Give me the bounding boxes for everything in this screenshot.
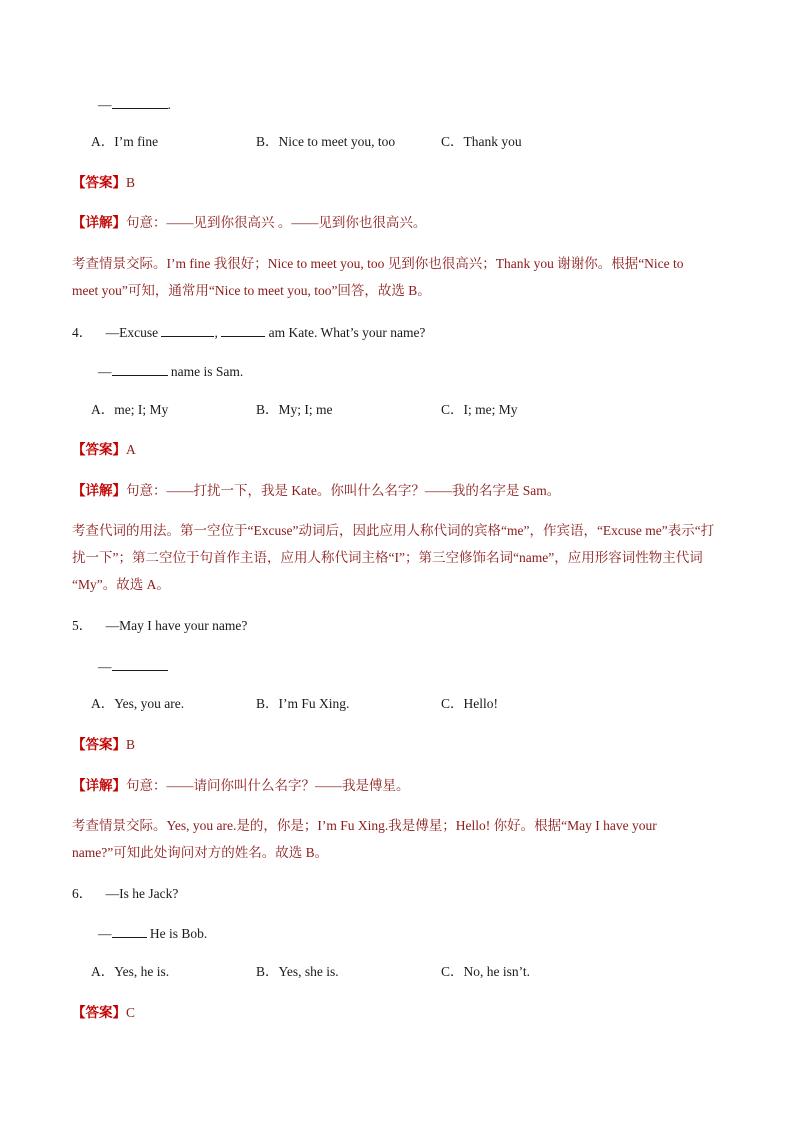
q5-stem-text: —May I have your name? (105, 618, 248, 633)
q4-answer-label: 【答案】 (72, 442, 126, 457)
q3-explain-line-2: meet you”可知，通常用“Nice to meet you, too”回答，故选 B。 (72, 283, 431, 298)
q5-explain-line-2: name?”可知此处询问对方的姓名。故选 B。 (72, 845, 329, 860)
q5-answer (72, 736, 135, 754)
q4-reply-dash: — (98, 364, 112, 379)
q3-reply-blank (112, 95, 168, 109)
q4-answer (72, 441, 136, 459)
q5-number: 5． (72, 618, 93, 633)
q5-blank (112, 657, 168, 671)
q4-blank-1 (161, 323, 214, 337)
q6-stem-text: —Is he Jack? (105, 886, 179, 901)
q4-stem-c: am Kate. What’s your name? (268, 325, 426, 340)
q3-explanation (72, 250, 724, 304)
q3-reply-dash: — (98, 97, 112, 112)
q4-detail-label: 【详解】 (72, 483, 126, 498)
q3-reply-line (98, 95, 171, 114)
q4-blank-3 (112, 362, 168, 376)
q3-answer (72, 174, 135, 192)
q3-detail-label: 【详解】 (72, 215, 126, 230)
q5-answer-label: 【答案】 (72, 737, 126, 752)
q4-detail (72, 482, 560, 500)
q4-detail-meaning: 句意：——打扰一下，我是 Kate。你叫什么名字？——我的名字是 Sam。 (126, 483, 561, 498)
q4-option-c: C．I; me; My (441, 402, 518, 417)
q5-option-c: C．Hello! (441, 696, 498, 711)
q3-option-c: C．Thank you (441, 134, 522, 149)
q6-stem (72, 885, 178, 903)
q3-detail-meaning: 句意：——见到你很高兴 。——见到你也很高兴。 (126, 215, 427, 230)
q6-reply-text: He is Bob. (149, 926, 208, 941)
q3-option-a: A．I’m fine (91, 134, 159, 149)
q6-answer (72, 1004, 135, 1022)
q6-reply-dash: — (98, 926, 112, 941)
q4-blank-2 (221, 323, 265, 337)
q3-explain-line-1: 考查情景交际。I’m fine 我很好；Nice to meet you, too 见到你也很高兴；Thank you 谢谢你。根据“Nice to (72, 256, 684, 271)
q4-answer-value: A (126, 442, 136, 457)
q4-option-a: A．me; I; My (91, 402, 169, 417)
q4-stem (72, 323, 425, 342)
q5-stem (72, 617, 247, 635)
q4-reply-text: name is Sam. (170, 364, 244, 379)
q5-reply-line (98, 657, 168, 676)
q4-explain-line-1: 考查代词的用法。第一空位于“Excuse”动词后，因此应用人称代词的宾格“me”，作宾语，“Excuse me”表示“打 (72, 523, 715, 538)
q6-number: 6． (72, 886, 93, 901)
q6-blank (112, 924, 147, 938)
q5-option-a: A．Yes, you are. (91, 696, 185, 711)
q4-stem-a: —Excuse (105, 325, 159, 340)
q5-detail-meaning: 句意：——请问你叫什么名字？——我是傅星。 (126, 778, 410, 793)
q6-option-c: C．No, he isn’t. (441, 964, 531, 979)
q4-explanation (72, 517, 724, 598)
q4-explain-line-2: 扰一下”；第二空位于句首作主语，应用人称代词主格“I”；第三空修饰名词“name”，应用形容词性物主代词 (72, 550, 703, 565)
q6-option-a: A．Yes, he is. (91, 964, 170, 979)
q6-option-b: B．Yes, she is. (256, 964, 339, 979)
q5-explain-line-1: 考查情景交际。Yes, you are.是的，你是；I’m Fu Xing.我是傅星；Hello! 你好。根据“May I have your (72, 818, 657, 833)
q4-option-b: B．My; I; me (256, 402, 333, 417)
q4-stem-b: , (214, 325, 218, 340)
q3-reply-end: . (167, 97, 171, 112)
q5-explanation (72, 812, 724, 866)
q3-detail (72, 214, 426, 232)
q5-reply-dash: — (98, 659, 112, 674)
q3-answer-label: 【答案】 (72, 175, 126, 190)
q5-detail-label: 【详解】 (72, 778, 126, 793)
q3-answer-value: B (126, 175, 136, 190)
q4-reply-line (98, 362, 243, 381)
q6-answer-label: 【答案】 (72, 1005, 126, 1020)
q4-explain-line-3: “My”。故选 A。 (72, 577, 170, 592)
q5-detail (72, 777, 410, 795)
q5-option-b: B．I’m Fu Xing. (256, 696, 350, 711)
q6-reply-line (98, 924, 207, 943)
q4-number: 4． (72, 325, 93, 340)
q5-answer-value: B (126, 737, 136, 752)
q3-option-b: B．Nice to meet you, too (256, 134, 396, 149)
q6-answer-value: C (126, 1005, 136, 1020)
